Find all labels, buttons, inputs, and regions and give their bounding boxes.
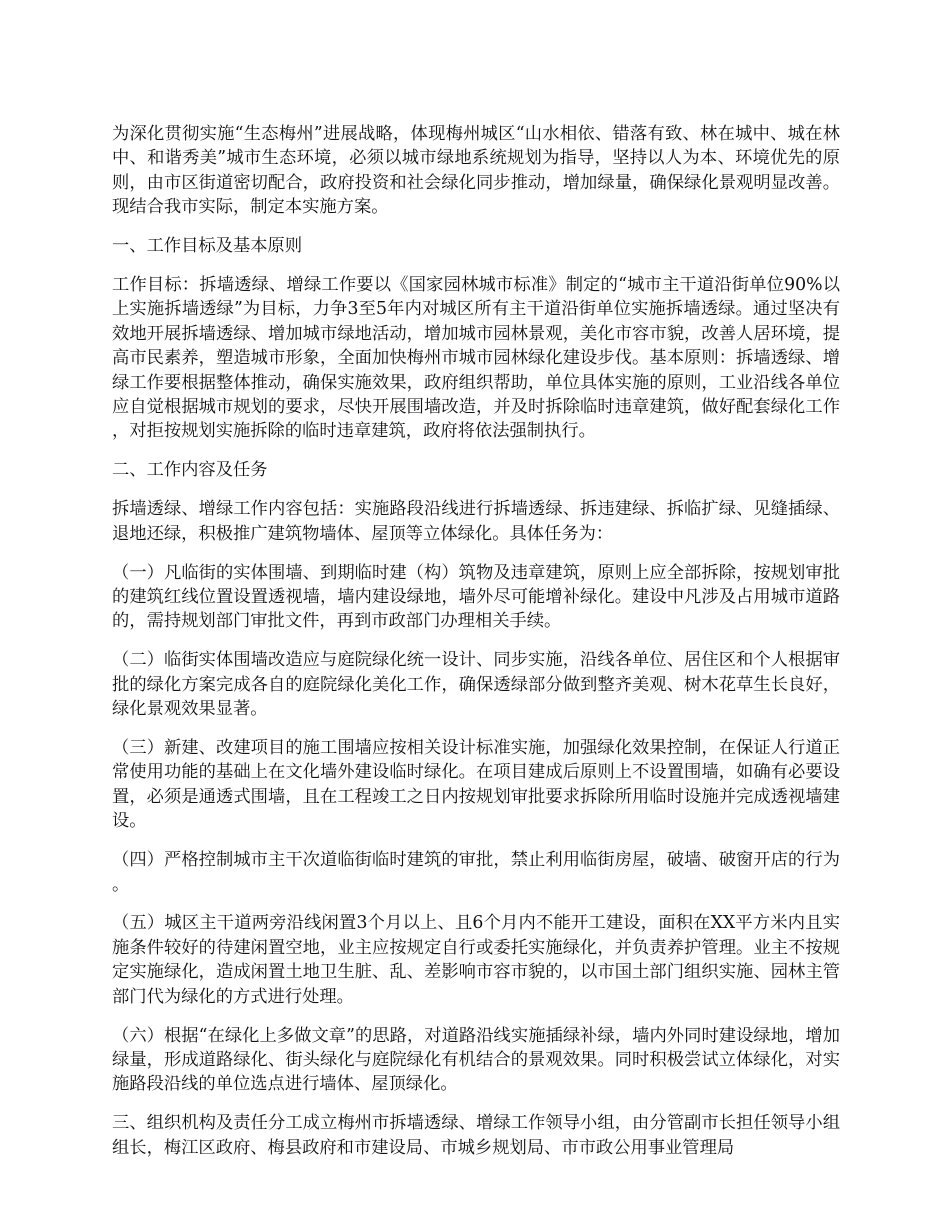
document-body [112, 122, 840, 1175]
section-heading-3-paragraph: 三、组织机构及责任分工成立梅州市拆墙透绿、增绿工作领导小组，由分管副市长担任领导小组组长，梅江区政府、梅县政府和市建设局、市城乡规划局、市市政公用事业管理局 [112, 1113, 840, 1158]
work-content-paragraph: 拆墙透绿、增绿工作内容包括：实施路段沿线进行拆墙透绿、拆违建绿、拆临扩绿、见缝插绿、退地还绿，积极推广建筑物墙体、屋顶等立体绿化。具体任务为： [112, 499, 840, 544]
task-item-4: （四）严格控制城市主干次道临街临时建筑的审批，禁止利用临街房屋，破墙、破窗开店的行为。 [112, 850, 840, 895]
task-item-5: （五）城区主干道两旁沿线闲置3个月以上、且6个月内不能开工建设，面积在XX平方米内且实施条件较好的待建闲置空地，业主应按规定自行或委托实施绿化，并负责养护管理。业主不按规定实施绿化，造成闲置土地卫生脏、乱、差影响市容市貌的，以市国土部门组织实施、园林主管部门代为绿化的方式进行处理。 [112, 913, 840, 1007]
intro-paragraph: 为深化贯彻实施“生态梅州”进展战略，体现梅州城区“山水相依、错落有致、林在城中、城在林中、和谐秀美”城市生态环境，必须以城市绿地系统规划为指导，坚持以人为本、环境优先的原则，由市区街道密切配合，政府投资和社会绿化同步推动，增加绿量，确保绿化景观明显改善。现结合我市实际，制定本实施方案。 [112, 124, 840, 218]
task-item-3: （三）新建、改建项目的施工围墙应按相关设计标准实施，加强绿化效果控制，在保证人行道正常使用功能的基础上在文化墙外建设临时绿化。在项目建成后原则上不设置围墙，如确有必要设置，必须是通透式围墙，且在工程竣工之日内按规划审批要求拆除所用临时设施并完成透视墙建设。 [112, 738, 840, 832]
section-heading-2: 二、工作内容及任务 [112, 460, 268, 481]
task-item-1: （一）凡临街的实体围墙、到期临时建（构）筑物及违章建筑，原则上应全部拆除，按规划审批的建筑红线位置设置透视墙，墙内建设绿地，墙外尽可能增补绿化。建设中凡涉及占用城市道路的，需持规划部门审批文件，再到市政部门办理相关手续。 [112, 562, 840, 632]
section-heading-1: 一、工作目标及基本原则 [112, 236, 303, 257]
task-item-6: （六）根据“在绿化上多做文章”的思路，对道路沿线实施插绿补绿，墙内外同时建设绿地，增加绿量，形成道路绿化、街头绿化与庭院绿化有机结合的景观效果。同时积极尝试立体绿化，对实施路段沿线的单位选点进行墙体、屋顶绿化。 [112, 1025, 840, 1095]
goals-principles-paragraph: 工作目标：拆墙透绿、增绿工作要以《国家园林城市标准》制定的“城市主干道沿街单位90%以上实施拆墙透绿”为目标，力争3至5年内对城区所有主干道沿街单位实施拆墙透绿。通过坚决有效地开展拆墙透绿、增加城市绿地活动，增加城市园林景观，美化市容市貌，改善人居环境，提高市民素养，塑造城市形象，全面加快梅州市城市园林绿化建设步伐。基本原则：拆墙透绿、增绿工作要根据整体推动，确保实施效果，政府组织帮助，单位具体实施的原则，工业沿线各单位应自觉根据城市规划的要求，尽快开展围墙改造，并及时拆除临时违章建筑，做好配套绿化工作，对拒按规划实施拆除的临时违章建筑，政府将依法强制执行。 [112, 275, 840, 442]
task-item-2: （二）临街实体围墙改造应与庭院绿化统一设计、同步实施，沿线各单位、居住区和个人根据审批的绿化方案完成各自的庭院绿化美化工作，确保透绿部分做到整齐美观、树木花草生长良好，绿化景观效果显著。 [112, 650, 840, 720]
